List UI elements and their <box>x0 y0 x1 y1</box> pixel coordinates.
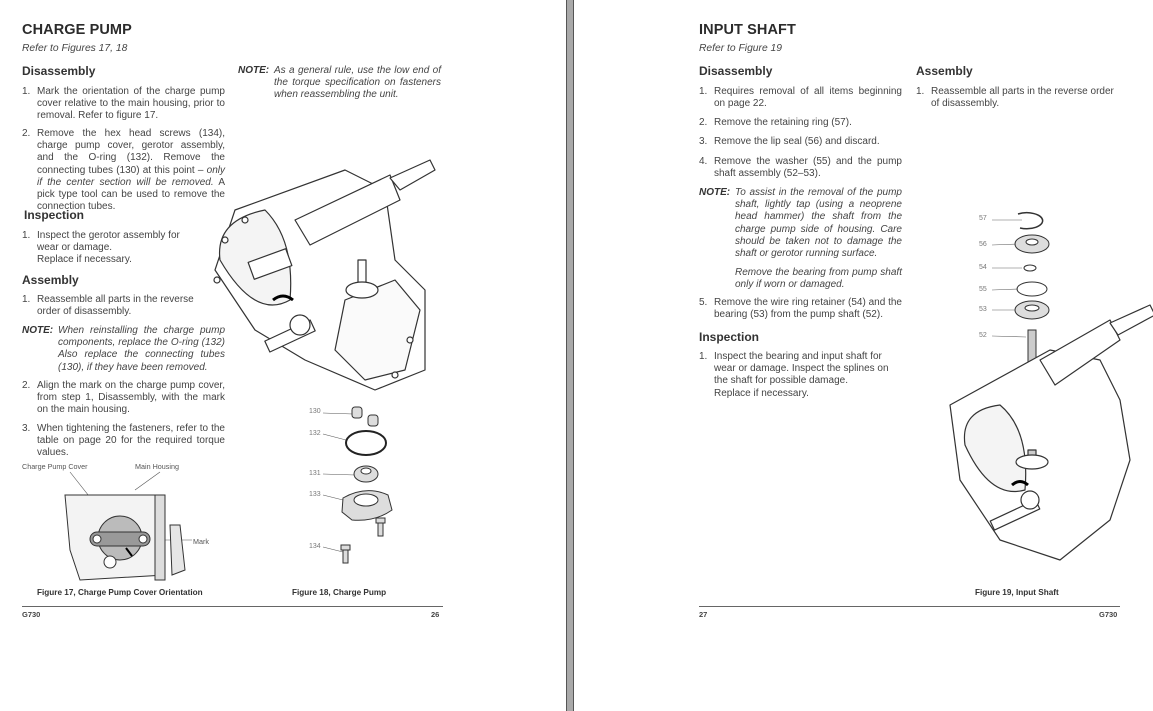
figure-reference: Refer to Figure 19 <box>699 43 782 54</box>
footer-model: G730 <box>1099 610 1118 619</box>
section-heading-disassembly: Disassembly <box>699 64 773 78</box>
section-heading-inspection: Inspection <box>24 208 85 222</box>
list-item: 1. Inspect the bearing and input shaft for wear or damage. Inspect the splines on the shaft for possible damage. Replace if necessary. <box>699 351 889 399</box>
figure-17-caption: Figure 17, Charge Pump Cover Orientation <box>37 588 203 597</box>
page-title: CHARGE PUMP <box>22 22 132 38</box>
page-divider <box>566 0 574 711</box>
page-title: INPUT SHAFT <box>699 22 796 38</box>
list-item: 1. Inspect the gerotor assembly for wear or damage. Replace if necessary. <box>22 230 180 266</box>
section-heading-assembly: Assembly <box>22 273 79 287</box>
list-item: 3. When tightening the fasteners, refer to the table on page 20 for the required torque values. <box>22 423 225 459</box>
page-number: 27 <box>699 610 708 619</box>
callout-133: 133 <box>309 491 321 498</box>
label-main-housing: Main Housing <box>135 462 179 471</box>
section-heading-inspection: Inspection <box>699 330 760 344</box>
list-item: 1. Mark the orientation of the charge pump cover relative to the main housing, prior to removal. Refer to figure 17. <box>22 86 225 122</box>
list-item: 5. Remove the wire ring retainer (54) and the bearing (53) from the pump shaft (52). <box>699 297 902 321</box>
note: NOTE: When reinstalling the charge pump components, replace the O-ring (132) Also replace the connecting tubes (130), if they have been removed. <box>22 325 225 373</box>
left-page <box>0 0 566 711</box>
callout-56: 56 <box>979 241 987 248</box>
list-item: 1. Requires removal of all items beginning on page 22. <box>699 86 902 110</box>
charge-pump-parts-drawing <box>280 390 450 590</box>
callout-130: 130 <box>309 408 321 415</box>
section-heading-disassembly: Disassembly <box>22 64 96 78</box>
note: NOTE: To assist in the removal of the pump shaft, lightly tap (using a neoprene head hammer) the shaft from the charge pump side of housing. Care should be taken not to damage the shaft or gerotor running surface. Remove the bearing from pump shaft only if worn or damaged. <box>699 187 902 291</box>
figure-19-caption: Figure 19, Input Shaft <box>975 588 1059 597</box>
callout-57: 57 <box>979 215 987 222</box>
callout-132: 132 <box>309 430 321 437</box>
callout-131: 131 <box>309 470 321 477</box>
footer-rule <box>22 606 443 607</box>
input-shaft-drawing <box>960 200 1150 580</box>
callout-134: 134 <box>309 543 321 550</box>
callout-52: 52 <box>979 332 987 339</box>
callout-53: 53 <box>979 306 987 313</box>
callout-55: 55 <box>979 286 987 293</box>
list-item: 2. Remove the hex head screws (134), charge pump cover, gerotor assembly, and the O-ring (132). Remove the connecting tubes (130) at this point – only if the center section will be removed. A pick type tool can be used to remove the connection tubes. <box>22 128 225 213</box>
callout-54: 54 <box>979 264 987 271</box>
list-item: 3. Remove the lip seal (56) and discard. <box>699 136 880 147</box>
page-number: 26 <box>431 610 440 619</box>
figure-18-caption: Figure 18, Charge Pump <box>292 588 387 597</box>
list-item: 2. Align the mark on the charge pump cover, from step 1, Disassembly, with the mark on the main housing. <box>22 380 225 416</box>
charge-pump-cover-drawing <box>60 470 200 585</box>
label-mark: Mark <box>193 537 209 546</box>
list-item: 4. Remove the washer (55) and the pump shaft assembly (52–53). <box>699 156 902 180</box>
footer-rule <box>699 606 1120 607</box>
list-item: 1. Reassemble all parts in the reverse order of disassembly. <box>22 294 194 318</box>
list-item: 1. Reassemble all parts in the reverse order of disassembly. <box>916 86 1114 110</box>
list-item: 2. Remove the retaining ring (57). <box>699 117 852 128</box>
section-heading-assembly: Assembly <box>916 64 973 78</box>
torque-note: NOTE: As a general rule, use the low end of the torque specification on fasteners when reassembling the unit. <box>238 65 441 101</box>
label-charge-pump-cover: Charge Pump Cover <box>22 462 88 471</box>
footer-model: G730 <box>22 610 41 619</box>
figure-reference: Refer to Figures 17, 18 <box>22 43 128 54</box>
transaxle-housing-drawing <box>195 150 445 400</box>
right-page <box>574 0 1153 711</box>
